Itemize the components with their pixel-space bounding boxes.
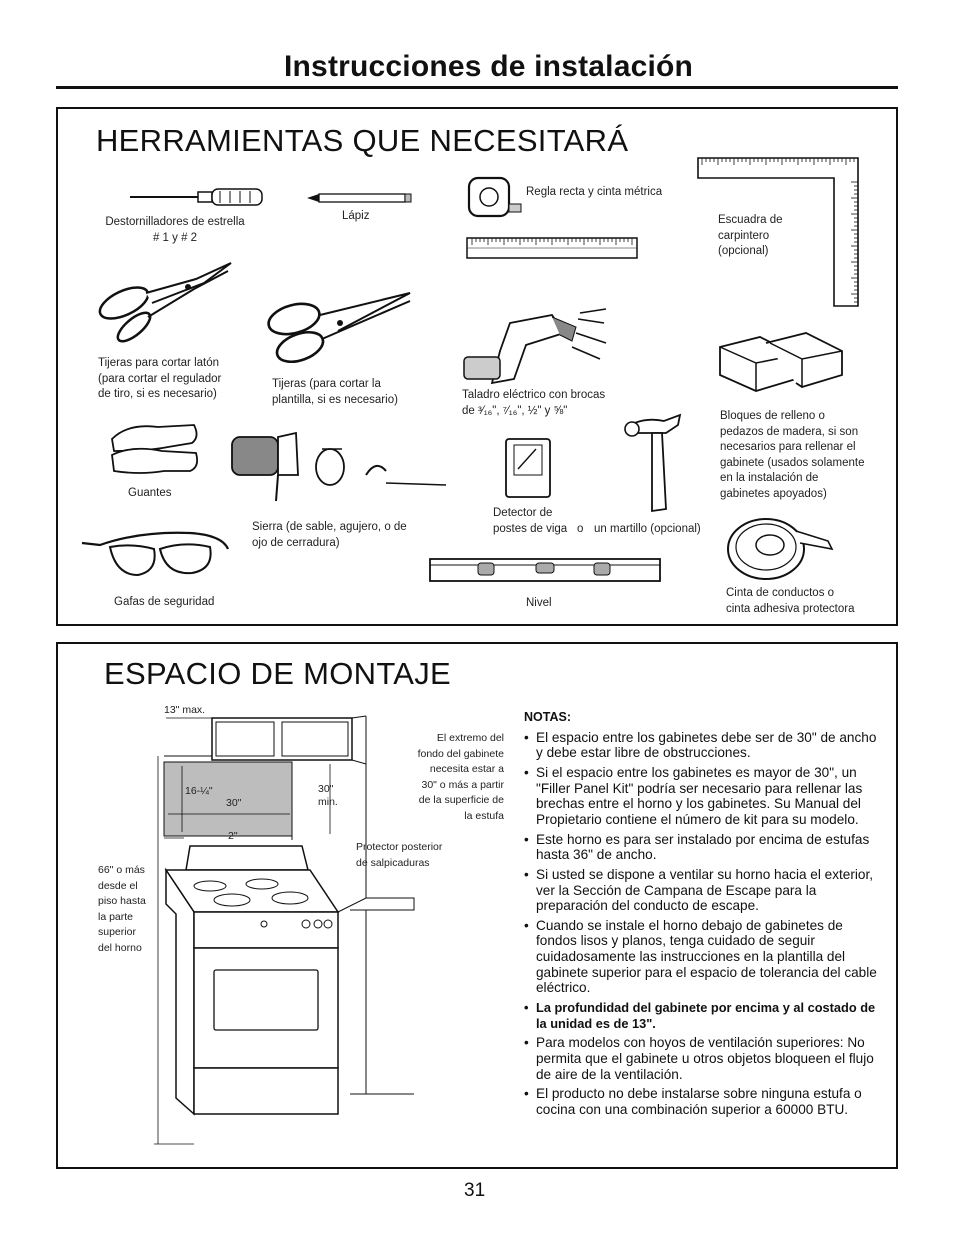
screwdrivers-caption: Destornilladores de estrella # 1 y # 2	[105, 216, 245, 244]
wood-blocks-icon	[716, 331, 846, 401]
square-caption: Escuadra de carpintero (opcional)	[718, 214, 783, 257]
floor-height-note: 66" o más desde el piso hasta la parte superior del horno	[98, 864, 146, 954]
ruler-icon	[466, 237, 638, 259]
duct-tape-icon	[724, 513, 836, 585]
dimension-30-width: 30"	[226, 797, 242, 809]
tools-section-title: HERRAMIENTAS QUE NECESITARÁ	[96, 123, 629, 158]
note-item: • Para modelos con hoyos de ventilación superiores: No permita que el gabinete u otros objetos bloqueen el flujo de aire de la ventilación.	[524, 1035, 880, 1082]
page-number: 31	[464, 1180, 486, 1201]
gloves-icon	[108, 419, 204, 479]
pencil-icon	[305, 191, 415, 205]
tape-caption: Cinta de conductos o cinta adhesiva protectora	[726, 587, 855, 615]
dimension-30-min: 30" min.	[318, 783, 338, 808]
stud-finder-caption: Detector de postes de viga	[493, 507, 568, 535]
note-item: • Si usted se dispone a ventilar su horno hacia el exterior, ver la Sección de Campana de Escape para la preparación del conducto de escape.	[524, 867, 880, 914]
note-item: • Si el espacio entre los gabinetes es mayor de 30", un "Filler Panel Kit" podría ser necesario para rellenar las brechas entre el horno y los gabinetes. Su Manual del Propietario contiene el número de kit para su modelo.	[524, 765, 880, 827]
goggles-caption: Gafas de seguridad	[114, 596, 215, 608]
drill-caption: Taladro eléctrico con brocas de ³⁄₁₆", ⁷⁄₁₆", ½" y ⅝"	[462, 389, 606, 417]
note-item: • El producto no debe instalarse sobre ninguna estufa o cocina con una combinación superior a 60000 BTU.	[524, 1086, 880, 1117]
hammer-icon	[622, 411, 698, 517]
back-edge-note: El extremo del fondo del gabinete necesita estar a 30" o más a partir de la superficie de la estufa	[417, 732, 504, 822]
level-caption: Nivel	[526, 597, 552, 609]
note-item: • El espacio entre los gabinetes debe ser de 30" de ancho y debe estar libre de obstrucciones.	[524, 730, 880, 761]
title-divider	[56, 86, 898, 89]
dimension-16-quarter: 16-¼"	[185, 785, 213, 797]
gloves-caption: Guantes	[128, 487, 172, 499]
backsplash-note: Protector posterior de salpicaduras	[356, 841, 443, 869]
dimension-2-inch: 2"	[228, 830, 238, 842]
upper-cabinets	[164, 716, 366, 764]
safety-goggles-icon	[80, 529, 232, 581]
dimension-13-max: 13" max.	[164, 704, 206, 716]
saw-icon	[226, 427, 450, 507]
stud-finder-icon	[504, 437, 552, 499]
pencil-caption: Lápiz	[342, 210, 370, 222]
mounting-diagram	[154, 714, 414, 1156]
or-caption: o	[577, 523, 584, 535]
level-icon	[428, 555, 662, 585]
ruler-tape-caption: Regla recta y cinta métrica	[526, 186, 663, 198]
scissors-caption: Tijeras (para cortar la plantilla, si es necesario)	[272, 378, 398, 406]
notes-list	[524, 730, 880, 1118]
tin-snips-icon	[96, 257, 236, 347]
mounting-section-title: ESPACIO DE MONTAJE	[104, 656, 452, 691]
tin-snips-caption: Tijeras para cortar latón (para cortar el regulador de tiro, si es necesario)	[98, 357, 222, 400]
note-item: • Cuando se instale el horno debajo de gabinetes de fondos lisos y planos, tenga cuidado de seguir cuidadosamente las instrucciones en la plantilla del gabinete superior para el espacio de tolerancia del cable eléctrico.	[524, 918, 880, 996]
hammer-caption: un martillo (opcional)	[594, 523, 701, 535]
mounting-panel	[56, 642, 898, 1169]
tools-panel	[56, 107, 898, 626]
tape-measure-icon	[466, 174, 522, 220]
screwdriver-icon	[128, 187, 268, 207]
notes-heading: NOTAS:	[524, 710, 571, 724]
blocks-caption: Bloques de relleno o pedazos de madera, si son necesarios para rellenar el gabinete (usados solamente en la instalación de gabinetes apoyados)	[720, 410, 865, 500]
note-item-bold: • La profundidad del gabinete por encima y al costado de la unidad es de 13".	[524, 1000, 880, 1031]
drill-icon	[460, 307, 610, 387]
saw-caption: Sierra (de sable, agujero, o de ojo de cerradura)	[252, 521, 407, 549]
note-item: • Este horno es para ser instalado por encima de estufas hasta 36" de ancho.	[524, 832, 880, 863]
scissors-icon	[264, 287, 414, 369]
notes-block	[524, 710, 880, 1122]
page-title: Instrucciones de instalación	[284, 50, 694, 83]
